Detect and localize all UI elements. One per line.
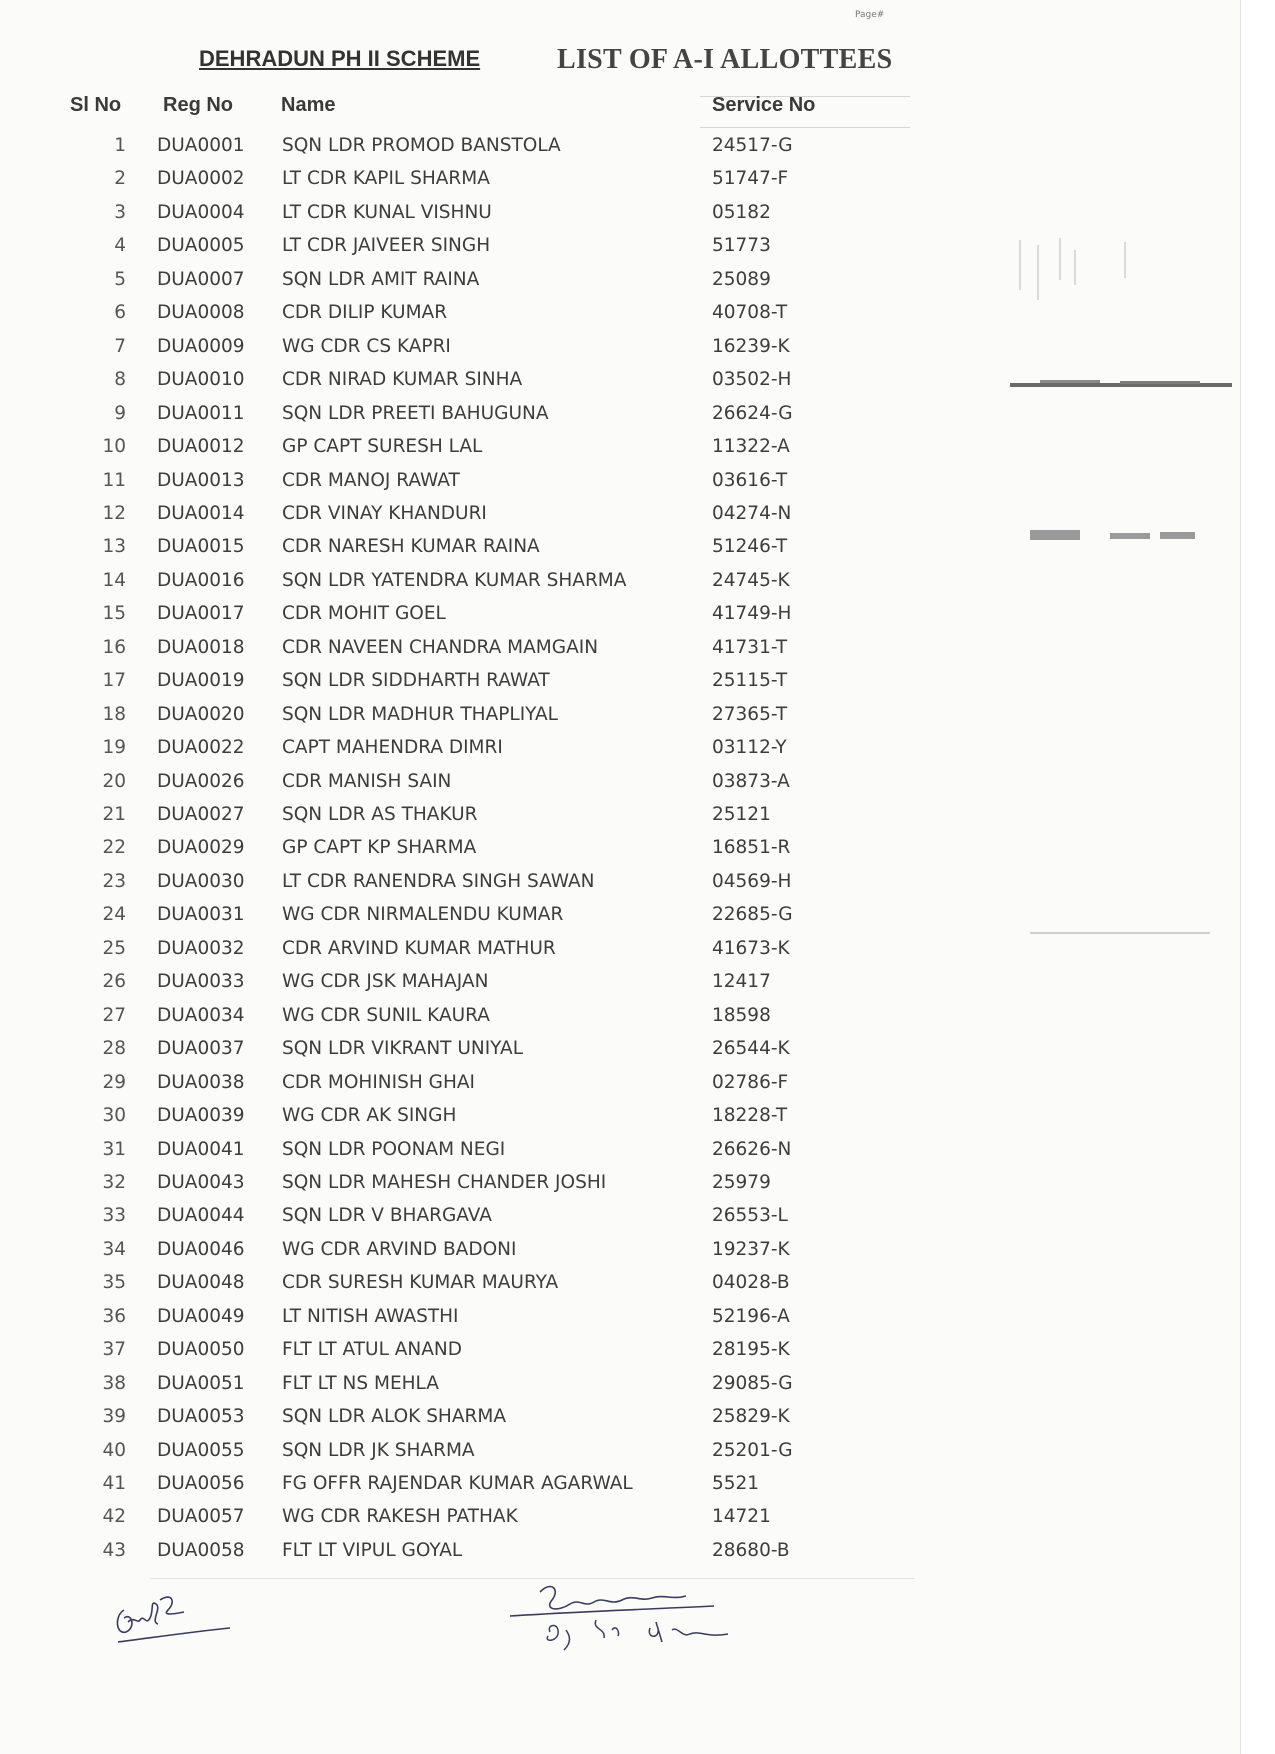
table-row: [0, 971, 920, 1001]
row-name: SQN LDR VIKRANT UNIYAL: [282, 1038, 523, 1060]
row-sl-no: 30: [102, 1105, 126, 1127]
table-row: [0, 1005, 920, 1035]
header-service-no: Service No: [712, 94, 816, 116]
row-sl-no: 42: [102, 1506, 126, 1528]
row-name: CDR MANISH SAIN: [282, 770, 452, 792]
row-reg-no: DUA0011: [157, 402, 245, 424]
table-row: [0, 1139, 920, 1169]
table-row: [0, 1473, 920, 1503]
table-row: [0, 336, 920, 366]
table-row: [0, 470, 920, 500]
row-service-no: 04569-H: [712, 870, 792, 892]
row-sl-no: 27: [102, 1004, 126, 1026]
table-row: [0, 771, 920, 801]
row-reg-no: DUA0016: [157, 569, 245, 591]
row-name: CDR NIRAD KUMAR SINHA: [282, 369, 523, 391]
table-row: [0, 670, 920, 700]
row-sl-no: 5: [114, 268, 126, 290]
row-name: FLT LT ATUL ANAND: [282, 1339, 463, 1361]
row-reg-no: DUA0002: [157, 168, 245, 190]
row-reg-no: DUA0044: [157, 1205, 245, 1227]
row-sl-no: 16: [102, 636, 126, 658]
table-row: [0, 1339, 920, 1369]
table-row: [0, 804, 920, 834]
row-name: SQN LDR YATENDRA KUMAR SHARMA: [282, 569, 627, 591]
row-sl-no: 18: [102, 703, 126, 725]
row-service-no: 51747-F: [712, 168, 789, 190]
row-name: LT CDR KUNAL VISHNU: [282, 201, 492, 223]
row-sl-no: 29: [102, 1071, 126, 1093]
table-row: [0, 269, 920, 299]
row-reg-no: DUA0020: [157, 703, 245, 725]
table-row: [0, 503, 920, 533]
table-row: [0, 938, 920, 968]
table-row: [0, 904, 920, 934]
row-reg-no: DUA0032: [157, 937, 245, 959]
row-name: WG CDR RAKESH PATHAK: [282, 1506, 518, 1528]
row-name: LT CDR KAPIL SHARMA: [282, 168, 490, 190]
row-service-no: 16851-R: [712, 837, 791, 859]
row-service-no: 41731-T: [712, 636, 788, 658]
row-reg-no: DUA0053: [157, 1406, 245, 1428]
row-service-no: 03112-Y: [712, 737, 787, 759]
row-service-no: 51773: [712, 235, 771, 257]
row-name: SQN LDR MAHESH CHANDER JOSHI: [282, 1171, 607, 1193]
table-row: [0, 704, 920, 734]
row-reg-no: DUA0050: [157, 1339, 245, 1361]
row-reg-no: DUA0057: [157, 1506, 245, 1528]
row-name: SQN LDR AS THAKUR: [282, 804, 478, 825]
row-service-no: 28680-B: [712, 1539, 790, 1561]
row-name: CDR SURESH KUMAR MAURYA: [282, 1272, 559, 1294]
table-row: [0, 1506, 920, 1536]
row-reg-no: DUA0007: [157, 268, 245, 290]
row-name: SQN LDR JK SHARMA: [282, 1439, 475, 1461]
row-sl-no: 31: [102, 1138, 126, 1160]
row-reg-no: DUA0039: [157, 1105, 245, 1127]
row-name: SQN LDR V BHARGAVA: [282, 1205, 492, 1227]
row-sl-no: 15: [102, 603, 126, 625]
row-sl-no: 20: [102, 770, 126, 792]
row-sl-no: 36: [102, 1305, 126, 1327]
table-row: [0, 570, 920, 600]
row-service-no: 25829-K: [712, 1406, 790, 1428]
row-name: CDR MANOJ RAWAT: [282, 469, 460, 491]
row-service-no: 02786-F: [712, 1071, 789, 1093]
row-reg-no: DUA0058: [157, 1539, 245, 1561]
page-mark: Page#: [855, 10, 885, 20]
row-service-no: 14721: [712, 1506, 771, 1528]
header-reg-no: Reg No: [163, 94, 233, 116]
row-service-no: 27365-T: [712, 703, 788, 725]
row-sl-no: 34: [102, 1238, 126, 1260]
row-reg-no: DUA0017: [157, 603, 245, 625]
row-service-no: 28195-K: [712, 1339, 790, 1361]
row-service-no: 19237-K: [712, 1238, 790, 1260]
scan-artifact-marks: [1000, 230, 1240, 970]
row-reg-no: DUA0037: [157, 1038, 245, 1060]
row-service-no: 04274-N: [712, 502, 792, 524]
row-sl-no: 3: [114, 201, 126, 223]
row-sl-no: 38: [102, 1372, 126, 1394]
row-reg-no: DUA0005: [157, 235, 245, 257]
row-service-no: 11322-A: [712, 436, 790, 458]
table-row: [0, 1373, 920, 1403]
row-service-no: 16239-K: [712, 335, 790, 357]
row-name: GP CAPT SURESH LAL: [282, 436, 483, 458]
row-name: GP CAPT KP SHARMA: [282, 837, 477, 859]
row-service-no: 12417: [712, 971, 771, 993]
row-service-no: 18228-T: [712, 1105, 788, 1127]
row-reg-no: DUA0049: [157, 1305, 245, 1327]
row-service-no: 26544-K: [712, 1038, 790, 1060]
row-sl-no: 43: [102, 1539, 126, 1561]
table-row: [0, 1540, 920, 1570]
table-row: [0, 1072, 920, 1102]
table-row: [0, 637, 920, 667]
row-name: SQN LDR PREETI BAHUGUNA: [282, 402, 549, 424]
row-service-no: 22685-G: [712, 904, 793, 926]
row-sl-no: 4: [114, 235, 126, 257]
table-row: [0, 737, 920, 767]
row-reg-no: DUA0041: [157, 1138, 245, 1160]
table-row: [0, 135, 920, 165]
row-reg-no: DUA0009: [157, 335, 245, 357]
row-sl-no: 7: [114, 335, 126, 357]
row-sl-no: 6: [114, 302, 126, 324]
row-reg-no: DUA0048: [157, 1272, 245, 1294]
row-sl-no: 28: [102, 1038, 126, 1060]
table-row: [0, 1205, 920, 1235]
row-sl-no: 13: [102, 536, 126, 558]
table-row: [0, 1272, 920, 1302]
table-row: [0, 168, 920, 198]
row-sl-no: 10: [102, 436, 126, 458]
signature-left: [110, 1580, 240, 1650]
row-name: SQN LDR ALOK SHARMA: [282, 1406, 506, 1428]
list-title: LIST OF A-I ALLOTTEES: [557, 44, 893, 75]
row-service-no: 40708-T: [712, 302, 788, 324]
row-sl-no: 22: [102, 837, 126, 859]
row-sl-no: 41: [102, 1473, 126, 1494]
row-sl-no: 33: [102, 1205, 126, 1227]
row-name: LT CDR JAIVEER SINGH: [282, 235, 491, 257]
row-service-no: 18598: [712, 1004, 771, 1026]
table-row: [0, 1038, 920, 1068]
row-sl-no: 11: [102, 469, 126, 491]
row-reg-no: DUA0056: [157, 1473, 245, 1494]
row-reg-no: DUA0014: [157, 502, 245, 524]
row-reg-no: DUA0015: [157, 536, 245, 558]
row-reg-no: DUA0004: [157, 201, 245, 223]
row-sl-no: 32: [102, 1171, 126, 1193]
signature-right: [500, 1572, 800, 1662]
row-reg-no: DUA0022: [157, 737, 245, 759]
table-row: [0, 536, 920, 566]
row-name: CDR VINAY KHANDURI: [282, 502, 487, 524]
row-name: LT NITISH AWASTHI: [282, 1305, 459, 1327]
row-reg-no: DUA0008: [157, 302, 245, 324]
row-service-no: 25121: [712, 804, 771, 825]
row-service-no: 25979: [712, 1171, 771, 1193]
row-reg-no: DUA0013: [157, 469, 245, 491]
table-row: [0, 302, 920, 332]
scheme-title: DEHRADUN PH II SCHEME: [199, 46, 481, 71]
row-sl-no: 25: [102, 937, 126, 959]
row-service-no: 24517-G: [712, 135, 793, 156]
table-row: [0, 403, 920, 433]
row-reg-no: DUA0046: [157, 1238, 245, 1260]
table-row: [0, 202, 920, 232]
row-name: SQN LDR SIDDHARTH RAWAT: [282, 670, 550, 692]
row-sl-no: 19: [102, 737, 126, 759]
row-sl-no: 1: [114, 135, 126, 156]
row-sl-no: 39: [102, 1406, 126, 1428]
row-reg-no: DUA0019: [157, 670, 245, 692]
row-name: CAPT MAHENDRA DIMRI: [282, 737, 503, 759]
row-service-no: 04028-B: [712, 1272, 790, 1294]
table-row: [0, 1105, 920, 1135]
row-sl-no: 23: [102, 870, 126, 892]
row-service-no: 25089: [712, 268, 771, 290]
row-name: WG CDR ARVIND BADONI: [282, 1238, 517, 1260]
row-service-no: 5521: [712, 1473, 760, 1494]
row-reg-no: DUA0043: [157, 1171, 245, 1193]
row-sl-no: 12: [102, 502, 126, 524]
row-service-no: 51246-T: [712, 536, 788, 558]
row-sl-no: 2: [114, 168, 126, 190]
table-row: [0, 369, 920, 399]
row-sl-no: 40: [102, 1439, 126, 1461]
row-sl-no: 8: [114, 369, 126, 391]
row-service-no: 26626-N: [712, 1138, 792, 1160]
table-row: [0, 1306, 920, 1336]
row-name: LT CDR RANENDRA SINGH SAWAN: [282, 870, 595, 892]
row-reg-no: DUA0038: [157, 1071, 245, 1093]
row-sl-no: 9: [114, 402, 126, 424]
table-row: [0, 235, 920, 265]
header-name: Name: [281, 94, 336, 116]
row-name: SQN LDR MADHUR THAPLIYAL: [282, 703, 558, 725]
row-name: WG CDR SUNIL KAURA: [282, 1004, 490, 1026]
row-name: CDR NAVEEN CHANDRA MAMGAIN: [282, 636, 599, 658]
row-name: WG CDR JSK MAHAJAN: [282, 971, 489, 993]
row-name: WG CDR CS KAPRI: [282, 335, 451, 357]
table-row: [0, 603, 920, 633]
row-name: FG OFFR RAJENDAR KUMAR AGARWAL: [282, 1473, 633, 1494]
table-row: [0, 871, 920, 901]
row-reg-no: DUA0012: [157, 436, 245, 458]
row-reg-no: DUA0030: [157, 870, 245, 892]
row-service-no: 25115-T: [712, 670, 788, 692]
header-sl-no: Sl No: [70, 94, 122, 116]
row-name: CDR NARESH KUMAR RAINA: [282, 536, 540, 558]
row-reg-no: DUA0034: [157, 1004, 245, 1026]
row-reg-no: DUA0033: [157, 971, 245, 993]
table-row: [0, 436, 920, 466]
row-sl-no: 21: [102, 804, 126, 825]
row-service-no: 24745-K: [712, 569, 790, 591]
row-sl-no: 14: [102, 569, 126, 591]
row-service-no: 29085-G: [712, 1372, 793, 1394]
row-reg-no: DUA0031: [157, 904, 245, 926]
row-reg-no: DUA0010: [157, 369, 245, 391]
row-service-no: 05182: [712, 201, 771, 223]
row-reg-no: DUA0026: [157, 770, 245, 792]
row-name: CDR DILIP KUMAR: [282, 302, 448, 324]
table-row: [0, 1172, 920, 1202]
row-name: SQN LDR AMIT RAINA: [282, 268, 480, 290]
row-reg-no: DUA0029: [157, 837, 245, 859]
row-reg-no: DUA0001: [157, 135, 245, 156]
row-service-no: 03616-T: [712, 469, 788, 491]
row-name: WG CDR AK SINGH: [282, 1105, 457, 1127]
row-service-no: 25201-G: [712, 1439, 793, 1461]
table-row: [0, 1440, 920, 1470]
row-reg-no: DUA0055: [157, 1439, 245, 1461]
row-sl-no: 24: [102, 904, 126, 926]
row-service-no: 52196-A: [712, 1305, 790, 1327]
row-name: WG CDR NIRMALENDU KUMAR: [282, 904, 564, 926]
row-name: CDR ARVIND KUMAR MATHUR: [282, 937, 556, 959]
row-name: SQN LDR POONAM NEGI: [282, 1138, 506, 1160]
row-name: SQN LDR PROMOD BANSTOLA: [282, 135, 561, 156]
row-name: FLT LT VIPUL GOYAL: [282, 1539, 463, 1561]
table-row: [0, 1239, 920, 1269]
table-row: [0, 837, 920, 867]
row-reg-no: DUA0051: [157, 1372, 245, 1394]
row-reg-no: DUA0018: [157, 636, 245, 658]
row-sl-no: 17: [102, 670, 126, 692]
row-sl-no: 35: [102, 1272, 126, 1294]
row-service-no: 03502-H: [712, 369, 792, 391]
row-service-no: 26624-G: [712, 402, 793, 424]
row-sl-no: 37: [102, 1339, 126, 1361]
row-service-no: 26553-L: [712, 1205, 788, 1227]
row-service-no: 41673-K: [712, 937, 790, 959]
table-row: [0, 1406, 920, 1436]
row-name: CDR MOHINISH GHAI: [282, 1071, 475, 1093]
row-service-no: 41749-H: [712, 603, 792, 625]
row-name: FLT LT NS MEHLA: [282, 1372, 439, 1394]
row-reg-no: DUA0027: [157, 804, 245, 825]
row-sl-no: 26: [102, 971, 126, 993]
row-name: CDR MOHIT GOEL: [282, 603, 446, 625]
row-service-no: 03873-A: [712, 770, 790, 792]
